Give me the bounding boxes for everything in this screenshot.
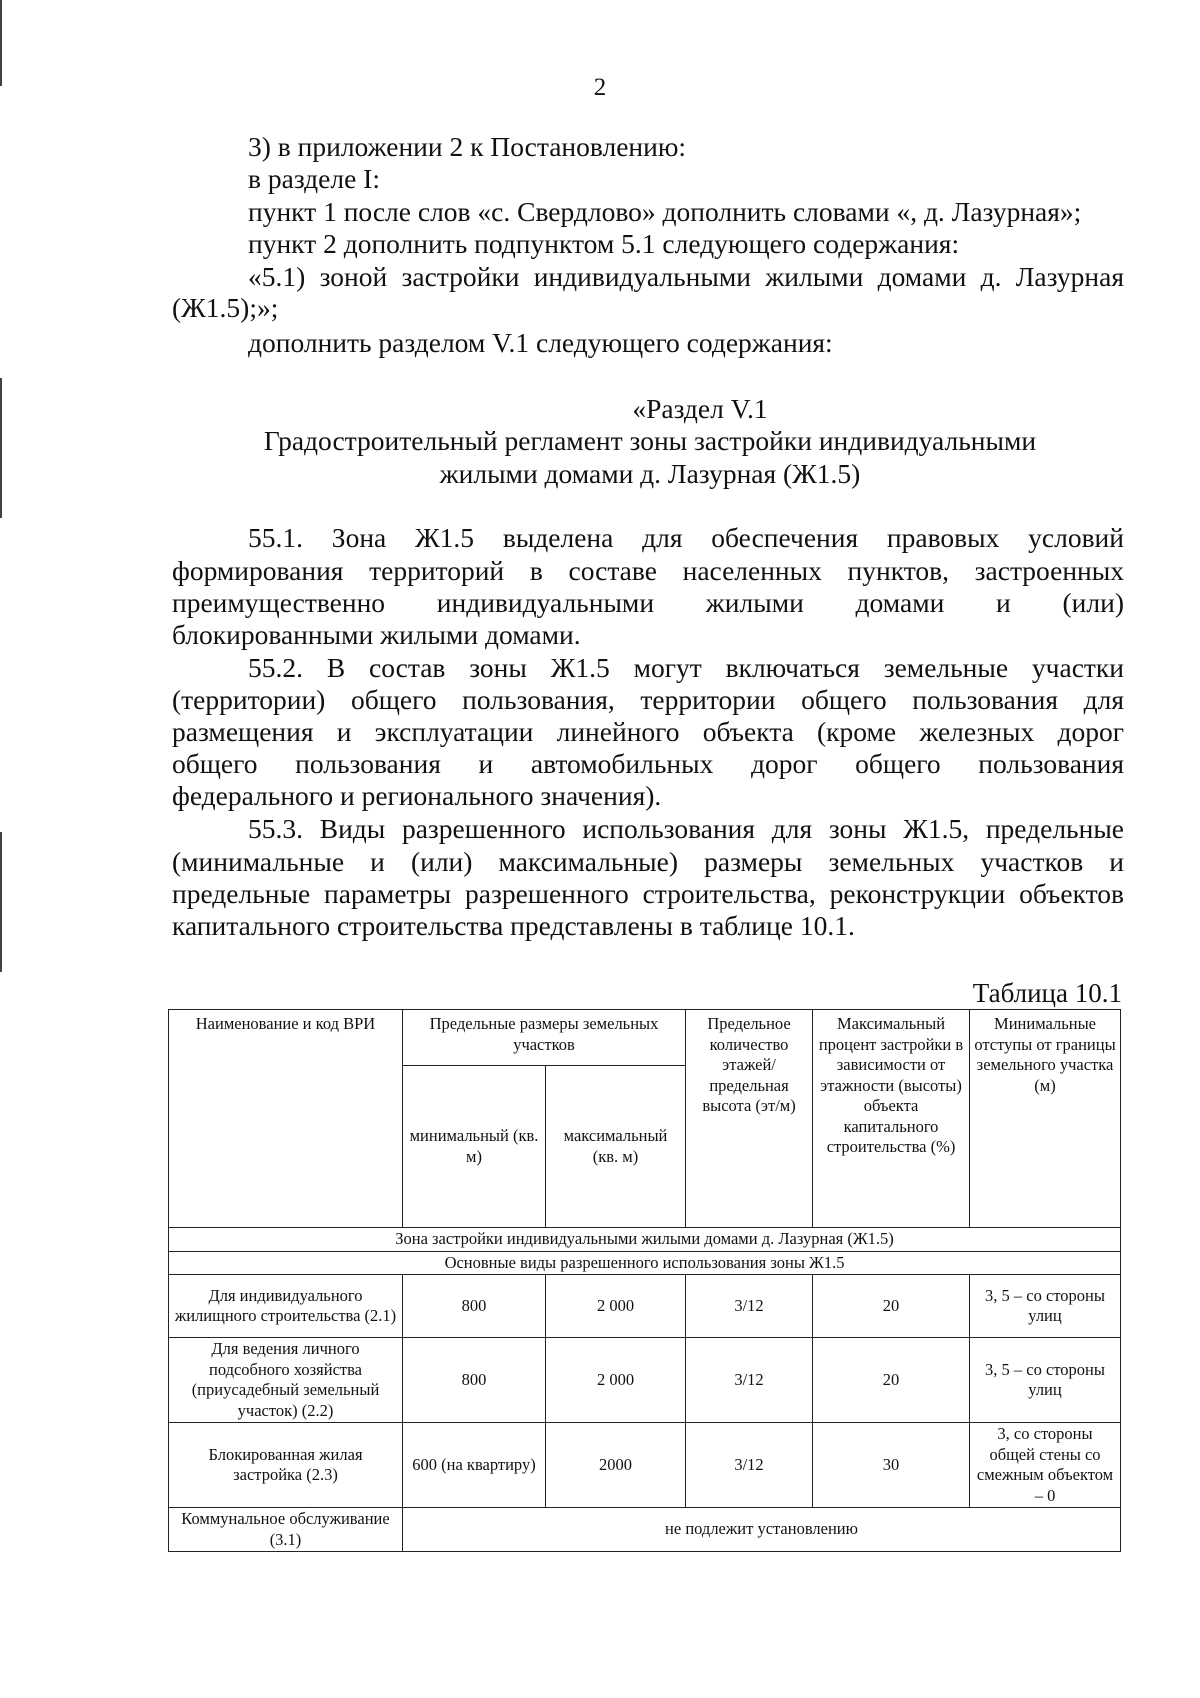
cell-min: 800 xyxy=(403,1275,546,1338)
table-caption: Таблица 10.1 xyxy=(972,978,1122,1008)
header-min: минимальный (кв. м) xyxy=(403,1066,546,1228)
header-percent: Максимальный процент застройки в зависимости от этажности (высоты) объекта капитального строительства (%) xyxy=(813,1010,970,1228)
cell-name: Для ведения личного подсобного хозяйства (приусадебный земельный участок) (2.2) xyxy=(169,1338,403,1423)
cell-percent: 30 xyxy=(813,1423,970,1508)
intro-line: дополнить разделом V.1 следующего содержания: xyxy=(248,327,833,358)
group-label: Основные виды разрешенного использования зоны Ж1.5 xyxy=(169,1251,1121,1275)
cell-percent: 20 xyxy=(813,1338,970,1423)
paragraph-55-2-line: (территории) общего пользования, территории общего пользования для xyxy=(172,684,1124,715)
cell-setback: 3, 5 – со стороны улиц xyxy=(970,1338,1121,1423)
cell-percent: 20 xyxy=(813,1275,970,1338)
cell-max: 2 000 xyxy=(546,1338,686,1423)
table-row xyxy=(169,1275,1121,1338)
scan-edge-mark xyxy=(0,832,2,972)
paragraph-55-2-line: федерального и регионального значения). xyxy=(172,780,662,811)
paragraph-55-1-line: формирования территорий в составе населенных пунктов, застроенных xyxy=(172,555,1124,586)
header-name: Наименование и код ВРИ xyxy=(169,1010,403,1228)
cell-floors: 3/12 xyxy=(686,1338,813,1423)
paragraph-55-1-line: блокированными жилыми домами. xyxy=(172,619,581,650)
intro-line: 3) в приложении 2 к Постановлению: xyxy=(248,131,687,162)
cell-note: не подлежит установлению xyxy=(403,1508,1121,1552)
intro-line: «5.1) зоной застройки индивидуальными жилыми домами д. Лазурная xyxy=(248,261,1124,292)
paragraph-55-3-line: капитального строительства представлены в таблице 10.1. xyxy=(172,910,855,941)
paragraph-55-1-line: 55.1. Зона Ж1.5 выделена для обеспечения правовых условий xyxy=(248,522,1124,553)
paragraph-55-2-line: 55.2. В состав зоны Ж1.5 могут включаться земельные участки xyxy=(248,652,1124,683)
table-row xyxy=(169,1423,1121,1508)
paragraph-55-3-line: 55.3. Виды разрешенного использования для зоны Ж1.5, предельные xyxy=(248,813,1124,844)
cell-min: 600 (на квартиру) xyxy=(403,1423,546,1508)
header-max: максимальный (кв. м) xyxy=(546,1066,686,1228)
table-row xyxy=(169,1508,1121,1552)
group-row xyxy=(169,1251,1121,1275)
section-title: жилыми домами д. Лазурная (Ж1.5) xyxy=(439,458,861,489)
header-sizes: Предельные размеры земельных участков xyxy=(403,1010,686,1066)
cell-name: Коммунальное обслуживание (3.1) xyxy=(169,1508,403,1552)
table-header-row xyxy=(169,1010,1121,1066)
cell-min: 800 xyxy=(403,1338,546,1423)
section-heading: «Раздел V.1 xyxy=(632,393,768,424)
cell-name: Для индивидуального жилищного строительства (2.1) xyxy=(169,1275,403,1338)
intro-line: (Ж1.5);»; xyxy=(172,292,279,323)
zone-label: Зона застройки индивидуальными жилыми домами д. Лазурная (Ж1.5) xyxy=(169,1228,1121,1252)
cell-max: 2 000 xyxy=(546,1275,686,1338)
cell-max: 2000 xyxy=(546,1423,686,1508)
cell-setback: 3, со стороны общей стены со смежным объектом – 0 xyxy=(970,1423,1121,1508)
paragraph-55-3-line: (минимальные и (или) максимальные) размеры земельных участков и xyxy=(172,846,1124,877)
intro-line: в разделе I: xyxy=(248,163,380,194)
header-setback: Минимальные отступы от границы земельного участка (м) xyxy=(970,1010,1121,1228)
cell-name: Блокированная жилая застройка (2.3) xyxy=(169,1423,403,1508)
cell-floors: 3/12 xyxy=(686,1423,813,1508)
cell-setback: 3, 5 – со стороны улиц xyxy=(970,1275,1121,1338)
table-row xyxy=(169,1338,1121,1423)
cell-floors: 3/12 xyxy=(686,1275,813,1338)
paragraph-55-3-line: предельные параметры разрешенного строительства, реконструкции объектов xyxy=(172,878,1124,909)
paragraph-55-2-line: размещения и эксплуатации линейного объекта (кроме железных дорог xyxy=(172,716,1124,747)
intro-line: пункт 2 дополнить подпунктом 5.1 следующего содержания: xyxy=(248,228,960,259)
header-floors: Предельное количество этажей/ предельная высота (эт/м) xyxy=(686,1010,813,1228)
section-title: Градостроительный регламент зоны застройки индивидуальными xyxy=(263,425,1037,456)
regulation-table xyxy=(168,1009,1121,1552)
scan-edge-mark xyxy=(0,378,2,518)
paragraph-55-2-line: общего пользования и автомобильных дорог общего пользования xyxy=(172,748,1124,779)
paragraph-55-1-line: преимущественно индивидуальными жилыми домами и (или) xyxy=(172,587,1124,618)
zone-row xyxy=(169,1228,1121,1252)
page-number: 2 xyxy=(593,74,607,101)
intro-line: пункт 1 после слов «с. Свердлово» дополнить словами «, д. Лазурная»; xyxy=(248,196,1082,227)
